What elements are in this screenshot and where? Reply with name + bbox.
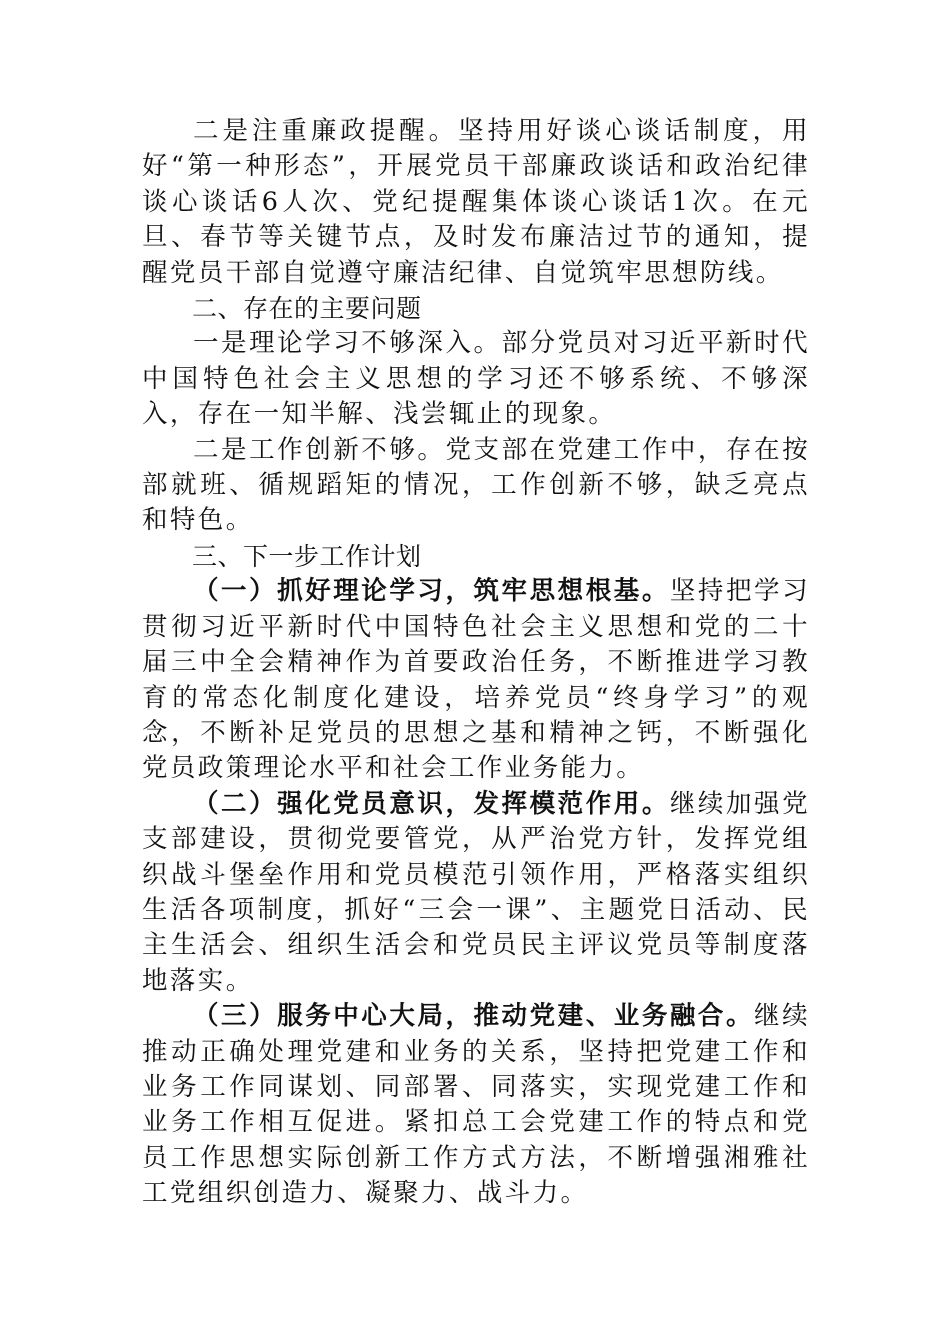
section-heading-problems: 二、存在的主要问题: [192, 294, 422, 324]
paragraph-theory-study: [142, 326, 810, 432]
section-heading-next-steps: 三、下一步工作计划: [192, 541, 422, 571]
paragraph-plan-theory: [142, 574, 810, 786]
paragraph-lead: （三）服务中心大局，推动党建、业务融合。: [193, 1001, 755, 1032]
paragraph-body: 继续推动正确处理党建和业务的关系，坚持把党建工作和业务工作同谋划、同部署、同落实，实现党建工作和业务工作相互促进。紧扣总工会党建工作的特点和党员工作思想实际创新工作方式方法，不断增强湘雅社工党组织创造力、凝聚力、战斗力。: [142, 1001, 810, 1209]
paragraph-body: 党支部在党建工作中，存在按部就班、循规蹈矩的情况，工作创新不够，缺乏亮点和特色。: [142, 434, 810, 536]
paragraph-integrity-reminder: [142, 114, 810, 291]
paragraph-lead: （一）抓好理论学习，筑牢思想根基。: [193, 576, 670, 607]
paragraph-lead: （二）强化党员意识，发挥模范作用。: [193, 788, 670, 819]
paragraph-plan-party-awareness: [142, 787, 810, 999]
paragraph-body: 坚持用好谈心谈话制度，用好“第一种形态”，开展党员干部廉政谈话和政治纪律谈心谈话6人次、党纪提醒集体谈心谈话1次。在元旦、春节等关键节点，及时发布廉洁过节的通知，提醒党员干部自觉遵守廉洁纪律、自觉筑牢思想防线。: [142, 116, 810, 288]
paragraph-body: 继续加强党支部建设，贯彻党要管党，从严治党方针，发挥党组织战斗堡垒作用和党员模范引领作用，严格落实组织生活各项制度，抓好“三会一课”、主题党日活动、民主生活会、组织生活会和党员民主评议党员等制度落地落实。: [142, 788, 810, 996]
paragraph-lead: 二是注重廉政提醒。: [193, 116, 459, 146]
paragraph-lead: 二是工作创新不够。: [193, 434, 446, 465]
paragraph-plan-integration: [142, 999, 810, 1211]
paragraph-body: 坚持把学习贯彻习近平新时代中国特色社会主义思想和党的二十届三中全会精神作为首要政治任务，不断推进学习教育的常态化制度化建设，培养党员“终身学习”的观念，不断补足党员的思想之基和精神之钙，不断强化党员政策理论水平和社会工作业务能力。: [142, 576, 810, 784]
document-page: [142, 114, 810, 1212]
paragraph-work-innovation: [142, 433, 810, 539]
paragraph-body: 部分党员对习近平新时代中国特色社会主义思想的学习还不够系统、不够深入，存在一知半解、浅尝辄止的现象。: [142, 328, 810, 430]
paragraph-lead: 一是理论学习不够深入。: [193, 328, 502, 359]
